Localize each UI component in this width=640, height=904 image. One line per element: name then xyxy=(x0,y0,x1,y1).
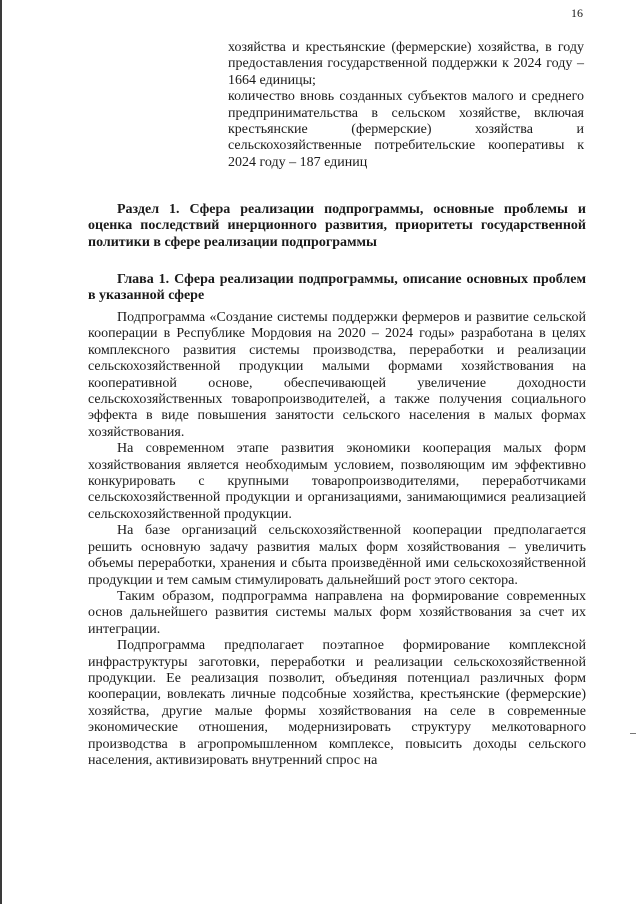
chapter-heading-text: Глава 1. Сфера реализации подпрограммы, описание основных проблем в указанной сфере xyxy=(88,272,586,304)
list-item: хозяйства и крестьянские (фермерские) хозяйства, в году предоставления государственной поддержки к 2024 году – 1664 единицы; xyxy=(228,40,584,88)
paragraph: Подпрограмма «Создание системы поддержки фермеров и развитие сельской кооперации в Республике Мордовия на 2020 – 2024 годы» разработана в целях комплексного развития системы производства, переработки и реализации сельскохозяйственной продукции малыми формами хозяйствования на кооперативной основе, обеспечивающей увеличение доходности сельскохозяйственных товаропроизводителей, а также получения социального эффекта в виде повышения занятости сельского населения в малых формах хозяйствования. xyxy=(88,310,586,440)
page-number: 16 xyxy=(571,6,583,20)
section-heading xyxy=(88,202,586,251)
top-list xyxy=(228,40,584,171)
paragraph: Таким образом, подпрограмма направлена на формирование современных основ дальнейшего развития системы малых форм хозяйствования за счет их интеграции. xyxy=(88,588,586,637)
paragraph: На базе организаций сельскохозяйственной кооперации предполагается решить основную задачу развития малых форм хозяйствования – увеличить объемы переработки, хранения и сбыта произведённой ими сельскохозяйственной продукции и тем самым стимулировать дальнейший рост этого сектора. xyxy=(88,523,586,588)
chapter-heading xyxy=(88,272,586,305)
scan-mark xyxy=(630,733,636,734)
body-text xyxy=(88,310,586,769)
paragraph: На современном этапе развития экономики кооперация малых форм хозяйствования является необходимым условием, позволяющим им эффективно конкурировать с крупными товаропроизводителями, переработчиками сельскохозяйственной продукции и организациями, занимающимися реализацией сельскохозяйственной продукции. xyxy=(88,441,586,522)
section-heading-text: Раздел 1. Сфера реализации подпрограммы, основные проблемы и оценка последствий инерционного развития, приоритеты государственной политики в сфере реализации подпрограммы xyxy=(88,202,586,250)
paragraph: Подпрограмма предполагает поэтапное формирование комплексной инфраструктуры заготовки, переработки и реализации сельскохозяйственной продукции. Ее реализация позволит, объединяя потенциал различных форм кооперации, вовлекать личные подсобные хозяйства, крестьянские (фермерские) хозяйства, другие малые формы хозяйствования на селе в современные экономические отношения, модернизировать структуру мелкотоварного производства в агропромышленном комплексе, повысить доходы сельского населения, активизировать внутренний спрос на xyxy=(88,638,586,768)
scan-edge-line xyxy=(0,0,2,904)
list-item: количество вновь созданных субъектов малого и среднего предпринимательства в сельском хозяйстве, включая крестьянские (фермерские) хозяйства и сельскохозяйственные потребительские кооперативы к 2024 году – 187 единиц xyxy=(228,89,584,170)
